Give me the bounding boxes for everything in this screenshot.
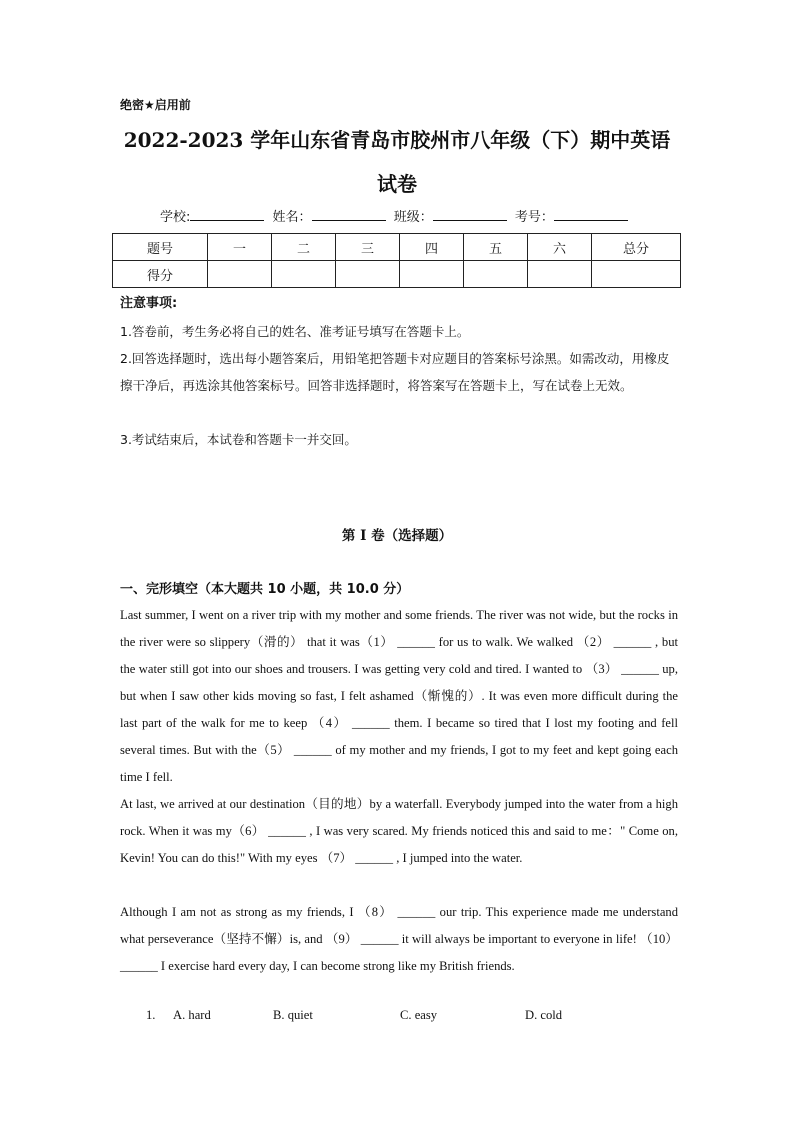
notice-item-1: 1.答卷前，考生务必将自己的姓名、准考证号填写在答题卡上。 — [120, 324, 470, 339]
score-cell: 三 — [336, 234, 400, 261]
score-input-cell — [592, 261, 681, 288]
score-cell: 得分 — [113, 261, 208, 288]
score-input-cell — [272, 261, 336, 288]
exam-no-blank — [554, 208, 628, 221]
score-cell: 二 — [272, 234, 336, 261]
section-title: 第 I 卷（选择题） — [341, 528, 453, 544]
school-blank — [190, 208, 264, 221]
score-input-cell — [208, 261, 272, 288]
score-cell: 总分 — [592, 234, 681, 261]
part-title: 一、完形填空（本大题共 10 小题，共 10.0 分） — [120, 582, 410, 597]
score-table-header-row — [113, 234, 681, 261]
passage-paragraph-3: Although I am not as strong as my friends, I （8） ______ our trip. This experience made me understand what perseverance（坚持不懈）is, and （9） ______ it will always be important to everyone in life! （10） ______ I exercise hard every day, I can become strong like my British friends. — [120, 905, 678, 973]
notice-item-2: 2.回答选择题时，选出每小题答案后，用铅笔把答题卡对应题目的答案标号涂黑。如需改动，用橡皮擦干净后，再选涂其他答案标号。回答非选择题时，将答案写在答题卡上，写在试卷上无效。 — [120, 351, 670, 393]
school-label: 学校: — [160, 210, 191, 225]
passage-paragraph-2: At last, we arrived at our destination（目的地）by a waterfall. Everybody jumped into the water from a high rock. When it was my（6） ______ , I was very scared. My friends noticed this and said to me：" Come on, Kevin! You can do this!" With my eyes （7） ______ , I jumped into the water. — [120, 797, 678, 865]
score-table-score-row — [113, 261, 681, 288]
score-input-cell — [336, 261, 400, 288]
class-blank — [433, 208, 507, 221]
score-cell: 四 — [400, 234, 464, 261]
option-a[interactable]: A. hard — [173, 1008, 211, 1022]
name-label: 姓名： — [272, 210, 312, 225]
score-input-cell — [528, 261, 592, 288]
score-table — [112, 233, 681, 288]
name-blank — [312, 208, 386, 221]
score-cell: 六 — [528, 234, 592, 261]
score-cell: 五 — [464, 234, 528, 261]
question-number: 1. — [146, 1008, 156, 1022]
score-cell: 题号 — [113, 234, 208, 261]
option-c[interactable]: C. easy — [400, 1008, 438, 1022]
exam-no-label: 考号： — [514, 210, 554, 225]
notice-heading: 注意事项: — [120, 296, 178, 311]
option-d[interactable]: D. cold — [525, 1008, 563, 1022]
score-input-cell — [464, 261, 528, 288]
class-label: 班级： — [393, 210, 433, 225]
notice-item-3: 3.考试结束后，本试卷和答题卡一并交回。 — [120, 432, 357, 447]
exam-title-line1: 2022-2023 学年山东省青岛市胶州市八年级（下）期中英语 — [123, 128, 671, 152]
passage-paragraph-1: Last summer, I went on a river trip with my mother and some friends. The river was not wide, but the rocks in the river were so slippery（滑的） that it was（1） ______ for us to walk. We walked （2） ______ , but the water still got into our shoes and trousers. I was getting very cold and tired. I wanted to （3） ______ up, but when I saw other kids moving so fast, I felt ashamed（惭愧的）. It was even more difficult during the last part of the walk for me to keep （4） ______ them. I became so tired that I lost my footing and fell several times. But with the（5） ______ of my mother and my friends, I got to my feet and kept going each time I fell. — [120, 608, 678, 784]
score-cell: 一 — [208, 234, 272, 261]
score-input-cell — [400, 261, 464, 288]
secret-mark: 绝密★启用前 — [120, 98, 191, 112]
student-info-line — [160, 206, 632, 225]
exam-title-line2: 试卷 — [377, 172, 417, 196]
option-b[interactable]: B. quiet — [273, 1008, 313, 1022]
